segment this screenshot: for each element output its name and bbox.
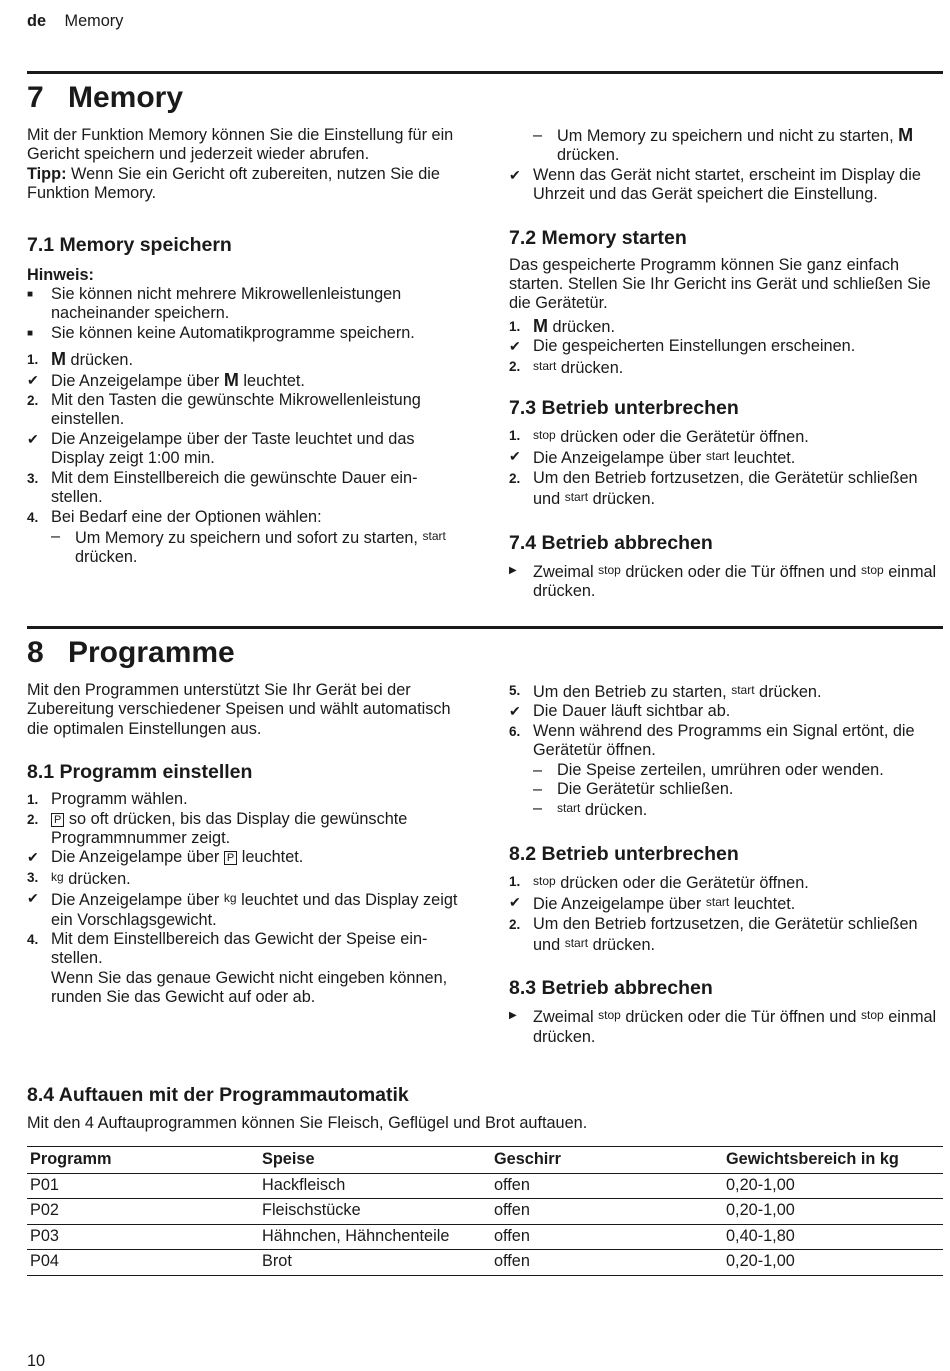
chapter-number: 8: [27, 636, 44, 669]
section-7-1-title: 7.1 Memory speichern: [27, 233, 232, 256]
checkmark-icon: ✔: [27, 430, 39, 447]
checkmark-icon: ✔: [27, 849, 39, 866]
table-cell: 0,20-1,00: [723, 1199, 943, 1224]
table-row: [27, 1199, 943, 1224]
arrow-right-icon: ▶: [509, 564, 517, 576]
result-1: ✔ Die Anzeigelampe über M leuchtet.: [27, 369, 305, 390]
table-cell: 0,40-1,80: [723, 1224, 943, 1249]
table-header-row: [27, 1147, 943, 1174]
checkmark-icon: ✔: [509, 894, 521, 911]
stop-key-symbol: stop: [533, 873, 556, 888]
step-1: 1. stop drücken oder die Gerätetür öffnen.: [509, 428, 809, 447]
section-8-2-title: 8.2 Betrieb unterbrechen: [509, 842, 739, 865]
table-cell: P01: [27, 1174, 259, 1199]
table-cell: Fleischstücke: [259, 1199, 491, 1224]
chapter-8-heading: [27, 636, 235, 670]
arrow-right-icon: ▶: [509, 1010, 517, 1022]
start-key-symbol: start: [705, 449, 730, 464]
memory-key-symbol: M: [898, 125, 914, 145]
option-item-continued: [509, 126, 945, 166]
weight-key-symbol: kg: [223, 891, 237, 906]
memory-key-symbol: M: [533, 315, 548, 336]
section-7-2-title: 7.2 Memory starten: [509, 226, 687, 249]
section-8-1-title: 8.1 Programm einstellen: [27, 761, 253, 784]
start-key-symbol: start: [557, 801, 581, 816]
page-header: [27, 12, 123, 31]
section-8-4-intro: Mit den 4 Auftauprogrammen können Sie Fleisch, Geflügel und Brot auftauen.: [27, 1114, 588, 1132]
table-row: [27, 1174, 943, 1199]
checkmark-icon: ✔: [27, 890, 39, 907]
instruction: ▶ Zweimal stop drücken oder die Tür öffnen und stop einmal drücken.: [509, 1008, 937, 1046]
weight-key-symbol: kg: [51, 869, 64, 884]
table-cell: Brot: [259, 1250, 491, 1275]
program-key-symbol: P: [51, 813, 64, 827]
option-item: – Um Memory zu speichern und sofort zu starten, start drücken.: [51, 526, 446, 567]
intro-text: Mit den Programmen unterstützt Sie Ihr Gerät bei der Zubereitung verschiedener Speisen und wählt automatisch die optimalen Einstellungen aus.: [27, 681, 451, 738]
table-cell: offen: [491, 1224, 723, 1249]
result-1: ✔ Die Anzeigelampe über start leuchtet.: [509, 448, 796, 468]
checkmark-icon: ✔: [509, 703, 521, 720]
sub-item: – start drücken.: [533, 799, 648, 820]
chapter-8-left-column: [27, 681, 459, 1008]
column-header: Gewichtsbereich in kg: [726, 1149, 899, 1168]
table-cell: P04: [27, 1250, 259, 1275]
tip-label: Tipp:: [27, 164, 67, 183]
bullet-square-icon: ■: [27, 289, 34, 301]
stop-key-symbol: stop: [598, 562, 621, 577]
chapter-7-right-column: [509, 126, 945, 602]
chapter-7-rule: [27, 71, 943, 74]
dash-icon: –: [533, 780, 543, 799]
step-1: 1. M drücken.: [27, 349, 133, 370]
result-4: ✔ Wenn das Gerät nicht startet, erscheint im Display die Uhrzeit und das Gerät speichert die Einstellung.: [509, 165, 921, 204]
note-label: Hinweis:: [27, 265, 94, 284]
chapter-8-rule: [27, 626, 943, 629]
step-1: 1. stop drücken oder die Gerätetür öffnen.: [509, 873, 809, 892]
step-1: 1. Programm wählen.: [27, 790, 188, 809]
bullet-square-icon: ■: [27, 327, 34, 339]
start-key-symbol: start: [564, 490, 589, 505]
result-1: ✔ Die Anzeigelampe über start leuchtet.: [509, 894, 796, 914]
tip-text: Wenn Sie ein Gericht oft zubereiten, nutzen Sie die Funktion Memory.: [27, 164, 440, 203]
step-2: 2. Um den Betrieb fortzusetzen, die Gerätetür schließen und start drücken.: [509, 468, 918, 509]
chapter-8-right-column: [509, 681, 945, 1047]
step-4: 4. Mit dem Einstellbereich das Gewicht der Speise einstellen. Wenn Sie das genaue Gewicht nicht eingeben können, runden Sie das Gewicht auf oder ab.: [27, 930, 448, 1007]
memory-key-symbol: M: [51, 349, 66, 370]
dash-icon: –: [533, 799, 543, 818]
table-cell: P03: [27, 1224, 259, 1249]
tip-paragraph: [27, 165, 459, 204]
intro-text: Mit der Funktion Memory können Sie die Einstellung für ein Gericht speichern und jederzeit wieder abrufen.: [27, 126, 454, 164]
stop-key-symbol: stop: [533, 428, 556, 443]
stop-key-symbol: stop: [598, 1008, 621, 1023]
step-2: 2. Mit den Tasten die gewünschte Mikrowellenleistung einstellen.: [27, 391, 421, 429]
program-key-symbol: P: [224, 851, 237, 865]
note-item: ■ Sie können nicht mehrere Mikrowellenleistungen nacheinander speichern.: [27, 285, 402, 323]
header-title: Memory: [64, 12, 124, 30]
dash-icon: –: [533, 126, 543, 144]
step-1: 1. M drücken.: [509, 315, 615, 336]
sub-item: – Die Speise zerteilen, umrühren oder wenden.: [533, 760, 884, 779]
chapter-title: Programme: [68, 636, 235, 669]
step-2: 2. start drücken.: [509, 358, 624, 377]
table-cell: P02: [27, 1199, 259, 1224]
checkmark-icon: ✔: [509, 338, 521, 355]
option-item: – Um Memory zu speichern und nicht zu starten, M drücken.: [533, 125, 914, 165]
section-7-2-intro: Das gespeicherte Programm können Sie ganz einfach starten. Stellen Sie Ihr Gericht ins Gerät und schließen Sie die Gerätetür.: [509, 255, 931, 313]
step-3: 3. Mit dem Einstellbereich die gewünschte Dauer einstellen.: [27, 468, 418, 507]
memory-key-symbol: M: [223, 369, 239, 390]
checkmark-icon: ✔: [509, 166, 521, 183]
result-2: ✔ Die Anzeigelampe über P leuchtet.: [27, 848, 304, 867]
checkmark-icon: ✔: [509, 448, 521, 465]
table-cell: Hähnchen, Hähnchenteile: [259, 1224, 491, 1249]
table-cell: 0,20-1,00: [723, 1174, 943, 1199]
stop-key-symbol: stop: [861, 562, 884, 577]
column-header: Programm: [30, 1149, 112, 1168]
table-cell: offen: [491, 1199, 723, 1224]
stop-key-symbol: stop: [861, 1008, 884, 1023]
result-5: ✔ Die Dauer läuft sichtbar ab.: [509, 702, 731, 721]
step-4: 4. Bei Bedarf eine der Optionen wählen: – Um Memory zu speichern und sofort zu starten, start drücken.: [27, 508, 459, 568]
chapter-number: 7: [27, 81, 44, 114]
result-1: ✔ Die gespeicherten Einstellungen erscheinen.: [509, 337, 856, 356]
result-2: ✔ Die Anzeigelampe über der Taste leuchtet und das Display zeigt 1:00 min.: [27, 429, 415, 468]
result-3: ✔ Die Anzeigelampe über kg leuchtet und das Display zeigt ein Vorschlagsgewicht.: [27, 890, 458, 929]
start-key-symbol: start: [564, 936, 589, 951]
defrost-program-table: [27, 1146, 943, 1276]
start-key-symbol: start: [705, 895, 730, 910]
table-row: [27, 1224, 943, 1249]
dash-icon: –: [533, 760, 543, 779]
step-6: 6. Wenn während des Programms ein Signal ertönt, die Gerätetür öffnen. – Die Speise zerteilen, umrühren oder wenden. – Die Gerätetür schließen. – start drücken.: [509, 722, 945, 821]
table-cell: Hackfleisch: [259, 1174, 491, 1199]
start-key-symbol: start: [422, 528, 446, 543]
table-cell: offen: [491, 1250, 723, 1275]
step-3: 3. kg drücken.: [27, 869, 131, 888]
step-5: 5. Um den Betrieb zu starten, start drücken.: [509, 683, 822, 701]
instruction: ▶ Zweimal stop drücken oder die Tür öffnen und stop einmal drücken.: [509, 562, 937, 601]
dash-icon: –: [51, 526, 61, 545]
start-key-symbol: start: [731, 683, 755, 697]
checkmark-icon: ✔: [27, 371, 39, 388]
column-header: Speise: [262, 1149, 315, 1168]
chapter-7-heading: [27, 81, 183, 115]
sub-item: – Die Gerätetür schließen.: [533, 780, 734, 799]
section-8-3-title: 8.3 Betrieb abbrechen: [509, 977, 713, 1000]
start-key-symbol: start: [533, 358, 557, 373]
column-header: Geschirr: [494, 1149, 561, 1168]
section-8-4-title: 8.4 Auftauen mit der Programmautomatik: [27, 1084, 409, 1106]
table-row: [27, 1250, 943, 1275]
page-number: 10: [27, 1352, 46, 1370]
step-2: 2. Um den Betrieb fortzusetzen, die Gerätetür schließen und start drücken.: [509, 914, 918, 955]
note-item: ■ Sie können keine Automatikprogramme speichern.: [27, 323, 415, 342]
chapter-title: Memory: [68, 81, 184, 114]
table-cell: 0,20-1,00: [723, 1250, 943, 1275]
table-cell: offen: [491, 1174, 723, 1199]
language-code: de: [27, 12, 47, 30]
chapter-7-left-column: [27, 126, 459, 568]
step-2: 2. P so oft drücken, bis das Display die gewünschte Programmnummer zeigt.: [27, 809, 408, 848]
section-7-3-title: 7.3 Betrieb unterbrechen: [509, 397, 739, 420]
section-7-4-title: 7.4 Betrieb abbrechen: [509, 531, 713, 554]
